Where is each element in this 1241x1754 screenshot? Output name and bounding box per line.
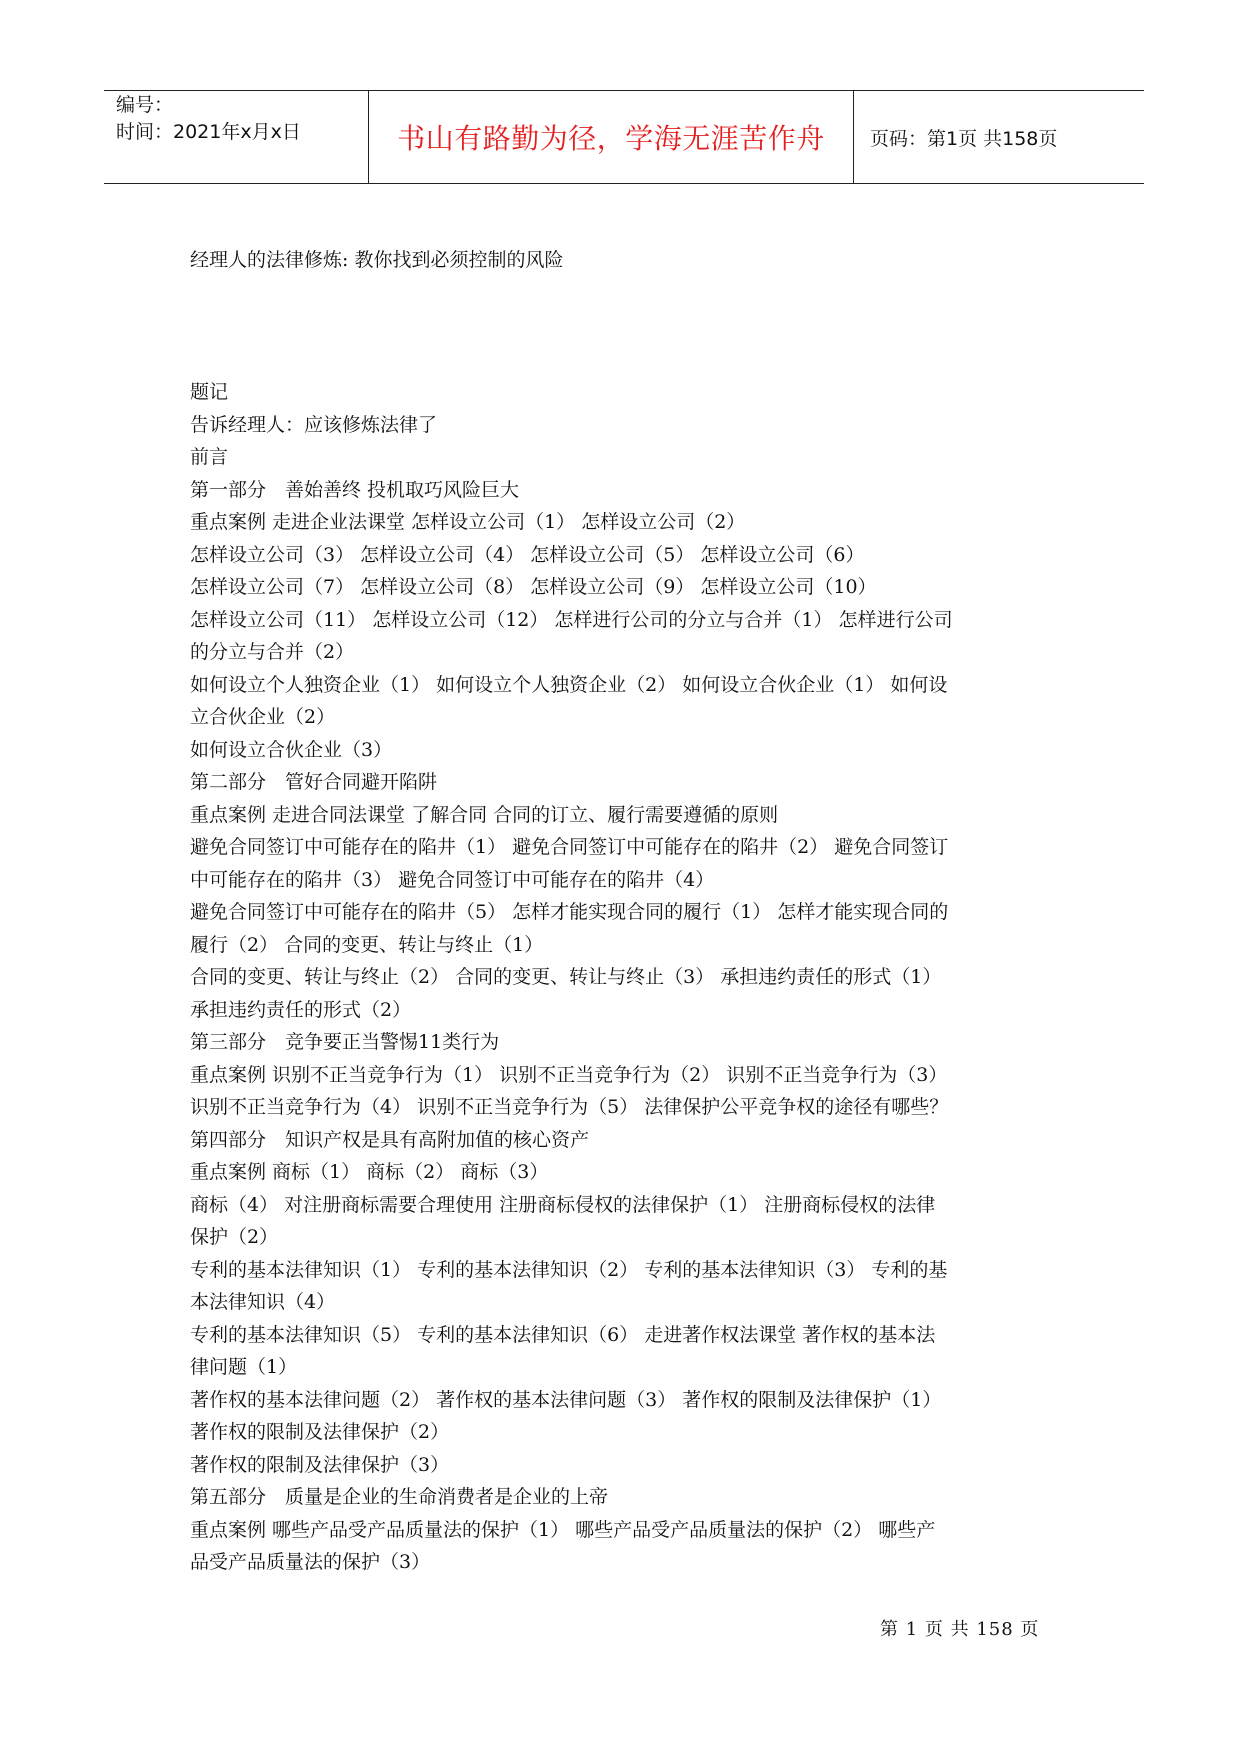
toc-line: 重点案例 商标（1） 商标（2） 商标（3） — [190, 1161, 549, 1183]
document-title: 经理人的法律修炼: 教你找到必须控制的风险 — [190, 249, 564, 271]
toc-line: 专利的基本法律知识（1） 专利的基本法律知识（2） 专利的基本法律知识（3） 专利的基 — [190, 1258, 948, 1281]
toc-line: 如何设立合伙企业（3） — [190, 738, 393, 761]
toc-line: 著作权的基本法律问题（2） 著作权的基本法律问题（3） 著作权的限制及法律保护（1） — [190, 1388, 942, 1411]
toc-line: 重点案例 识别不正当竞争行为（1） 识别不正当竞争行为（2） 识别不正当竞争行为（3） — [190, 1063, 948, 1086]
toc-line: 第一部分 善始善终 投机取巧风险巨大 — [190, 478, 520, 501]
toc-line: 告诉经理人：应该修炼法律了 — [190, 413, 438, 436]
toc-line: 重点案例 走进合同法课堂 了解合同 合同的订立、履行需要遵循的原则 — [190, 803, 779, 826]
table-of-contents — [190, 376, 1070, 1579]
toc-line: 商标（4） 对注册商标需要合理使用 注册商标侵权的法律保护（1） 注册商标侵权的法律 — [190, 1193, 936, 1216]
toc-line: 识别不正当竞争行为（4） 识别不正当竞争行为（5） 法律保护公平竞争权的途径有哪些？ — [190, 1096, 949, 1118]
toc-line: 第五部分 质量是企业的生命消费者是企业的上帝 — [190, 1486, 609, 1508]
header-page-cell — [854, 91, 1144, 183]
header-motto: 书山有路勤为径，学海无涯苦作舟 — [397, 122, 825, 155]
toc-line: 立合伙企业（2） — [190, 706, 336, 728]
toc-line: 保护（2） — [190, 1226, 279, 1248]
header-meta-cell — [104, 91, 368, 183]
toc-line: 怎样设立公司（3） 怎样设立公司（4） 怎样设立公司（5） 怎样设立公司（6） — [190, 543, 865, 566]
toc-line: 题记 — [190, 381, 229, 403]
toc-line: 第四部分 知识产权是具有高附加值的核心资产 — [190, 1128, 590, 1151]
toc-line: 如何设立个人独资企业（1） 如何设立个人独资企业（2） 如何设立合伙企业（1） 如何设 — [190, 673, 948, 696]
toc-line: 重点案例 走进企业法课堂 怎样设立公司（1） 怎样设立公司（2） — [190, 511, 746, 533]
page-header — [104, 90, 1144, 184]
header-motto-cell — [368, 91, 854, 183]
header-page-info: 页码：第1页 共158页 — [870, 127, 1058, 150]
toc-line: 本法律知识（4） — [190, 1291, 336, 1313]
toc-line: 避免合同签订中可能存在的陷井（5） 怎样才能实现合同的履行（1） 怎样才能实现合同的 — [190, 901, 949, 923]
toc-line: 重点案例 哪些产品受产品质量法的保护（1） 哪些产品受产品质量法的保护（2） 哪些产 — [190, 1518, 936, 1541]
toc-line: 第三部分 竞争要正当警惕11类行为 — [190, 1031, 500, 1053]
toc-line: 避免合同签订中可能存在的陷井（1） 避免合同签订中可能存在的陷井（2） 避免合同签订 — [190, 836, 949, 858]
toc-line: 怎样设立公司（7） 怎样设立公司（8） 怎样设立公司（9） 怎样设立公司（10） — [190, 576, 877, 598]
toc-line: 中可能存在的陷井（3） 避免合同签订中可能存在的陷井（4） — [190, 868, 715, 891]
toc-line: 承担违约责任的形式（2） — [190, 998, 412, 1021]
toc-line: 著作权的限制及法律保护（3） — [190, 1453, 450, 1476]
document-code-label: 编号： — [116, 94, 174, 116]
page-footer: 第 1 页 共 158 页 — [880, 1619, 1040, 1640]
toc-line: 专利的基本法律知识（5） 专利的基本法律知识（6） 走进著作权法课堂 著作权的基本法 — [190, 1323, 936, 1346]
toc-line: 律问题（1） — [190, 1356, 298, 1378]
toc-line: 的分立与合并（2） — [190, 641, 355, 663]
toc-line: 履行（2） 合同的变更、转让与终止（1） — [190, 933, 544, 956]
toc-line: 怎样设立公司（11） 怎样设立公司（12） 怎样进行公司的分立与合并（1） 怎样进行公司 — [190, 608, 953, 631]
document-time-label: 时间：2021年x月x日 — [116, 121, 301, 143]
toc-line: 品受产品质量法的保护（3） — [190, 1551, 431, 1573]
toc-line: 第二部分 管好合同避开陷阱 — [190, 771, 438, 793]
toc-line: 著作权的限制及法律保护（2） — [190, 1421, 450, 1443]
toc-line: 前言 — [190, 446, 229, 468]
toc-line: 合同的变更、转让与终止（2） 合同的变更、转让与终止（3） 承担违约责任的形式（1） — [190, 966, 942, 988]
